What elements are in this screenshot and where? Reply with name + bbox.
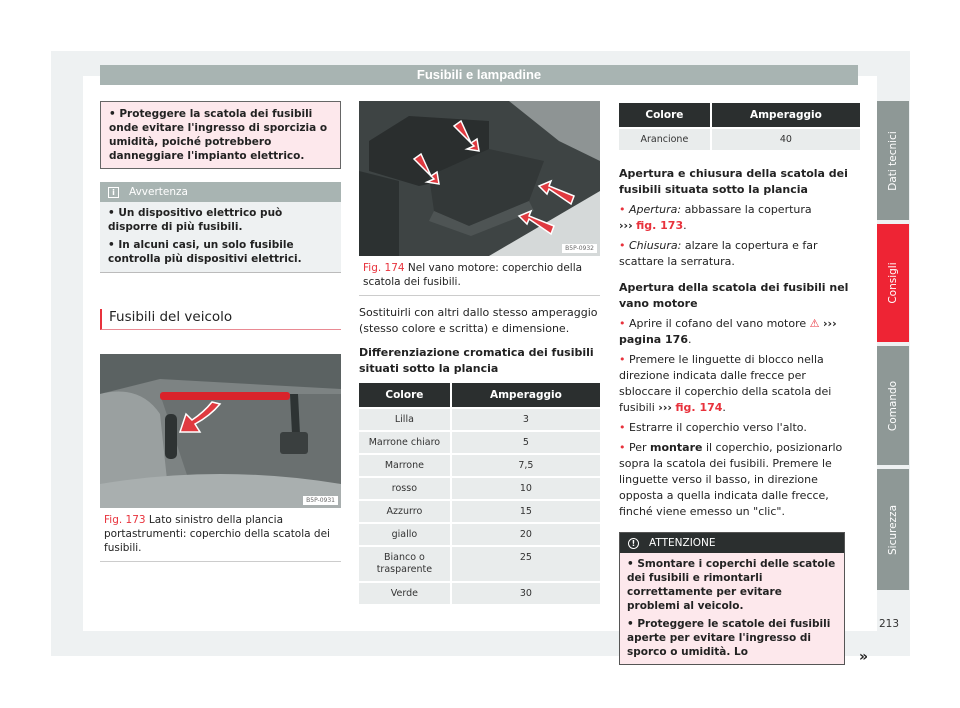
cell-color: rosso xyxy=(359,478,450,499)
step-4-pre: Per xyxy=(629,441,647,454)
bullet: • xyxy=(619,317,626,330)
step-4-bold: montare xyxy=(650,441,703,454)
cell-amp: 3 xyxy=(452,409,600,430)
avvertenza-header xyxy=(100,182,341,202)
attenzione-title: ATTENZIONE xyxy=(649,537,716,549)
ref-arrow-icon: ››› xyxy=(619,219,633,232)
cell-amp: 20 xyxy=(452,524,600,545)
label-apertura: Apertura: xyxy=(629,203,682,216)
attenzione-item: • Smontare i coperchi delle scatole dei fusibili e rimontarli correttamente per evitare problemi al veicolo. xyxy=(627,558,836,612)
side-tab-consigli[interactable] xyxy=(877,224,909,342)
cell-amp: 15 xyxy=(452,501,600,522)
side-tab-label: Dati tecnici xyxy=(887,130,899,191)
avvertenza-item: • In alcuni casi, un solo fusibile controlla più dispositivi elettrici. xyxy=(108,239,302,265)
cell-amp: 10 xyxy=(452,478,600,499)
table-row xyxy=(359,432,600,453)
cell-color: Lilla xyxy=(359,409,450,430)
column-middle xyxy=(359,101,600,606)
cell-color: Arancione xyxy=(619,129,710,150)
step-1: • Aprire il cofano del vano motore ⚠ ››› pagina 176. xyxy=(619,317,837,346)
column-right xyxy=(619,101,869,665)
bullet: • xyxy=(619,441,626,454)
step-4-text: il coperchio, posizionarlo sopra la scatola dei fusibili. Premere le linguette verso il basso, in direzione opposta a quella indicata dalle frecce, finché viene emesso un "clic". xyxy=(619,441,843,518)
table-row xyxy=(359,583,600,604)
step-apertura: • Apertura: abbassare la copertura ››› fig. 173. xyxy=(619,203,812,232)
cell-amp: 7,5 xyxy=(452,455,600,476)
bullet: • xyxy=(619,421,626,434)
avvertenza-title: Avvertenza xyxy=(129,186,188,198)
figure-code: B5P-0931 xyxy=(303,496,338,505)
cell-amp: 30 xyxy=(452,583,600,604)
attenzione-body xyxy=(620,553,844,664)
table-header-row xyxy=(619,103,860,127)
link-fig-174[interactable]: fig. 174 xyxy=(675,401,723,414)
figure-caption xyxy=(100,508,341,561)
side-tab-label: Comando xyxy=(887,380,899,431)
step-1-text: Aprire il cofano del vano motore xyxy=(629,317,807,330)
figure-caption-text: Lato sinistro della plancia portastrumenti: coperchio della scatola dei fusibili. xyxy=(104,514,330,554)
side-tab-sicurezza[interactable] xyxy=(877,469,909,590)
label-chiusura: Chiusura: xyxy=(629,239,682,252)
figure-caption-text: Nel vano motore: coperchio della scatola dei fusibili. xyxy=(363,262,583,288)
link-pagina-176[interactable]: pagina 176 xyxy=(619,333,688,346)
cell-color: giallo xyxy=(359,524,450,545)
figure-173 xyxy=(100,354,341,562)
cell-amp: 25 xyxy=(452,547,600,581)
continue-arrow-icon: » xyxy=(859,649,869,665)
figure-number: Fig. 174 xyxy=(363,262,405,274)
fuse-color-table xyxy=(357,381,602,606)
table-row xyxy=(359,547,600,581)
table-row xyxy=(359,501,600,522)
table-row xyxy=(619,129,860,150)
dashboard-illustration xyxy=(100,354,341,508)
info-icon: i xyxy=(108,187,119,198)
table-row xyxy=(359,455,600,476)
cell-amp: 5 xyxy=(452,432,600,453)
page-number: 213 xyxy=(879,618,900,630)
side-tab-dati-tecnici[interactable] xyxy=(877,101,909,220)
bullet: • xyxy=(619,203,626,216)
avvertenza-item: • Un dispositivo elettrico può disporre di più fusibili. xyxy=(108,207,283,233)
chapter-header: Fusibili e lampadine xyxy=(100,65,858,85)
table-title: Differenziazione cromatica dei fusibili situati sotto la plancia xyxy=(359,346,594,375)
table-header-row xyxy=(359,383,600,407)
warning-wrapper xyxy=(619,532,869,665)
figure-caption xyxy=(359,256,600,295)
cell-color: Marrone chiaro xyxy=(359,432,450,453)
column-left xyxy=(100,101,341,562)
dashboard-fusebox-image xyxy=(100,354,341,508)
ref-arrow-icon: ››› xyxy=(658,401,672,414)
header-colore: Colore xyxy=(359,383,450,407)
step-2: • Premere le linguette di blocco nella direzione indicata dalle frecce per sbloccare il coperchio della scatola dei fusibili ››› fig. 174. xyxy=(619,353,832,414)
side-tab-comando[interactable] xyxy=(877,346,909,465)
heading-open-engine: Apertura della scatola dei fusibili nel vano motore xyxy=(619,281,849,310)
table-row xyxy=(359,409,600,430)
heading-open-close-dash: Apertura e chiusura della scatola dei fusibili situata sotto la plancia xyxy=(619,167,848,196)
table-row xyxy=(359,478,600,499)
cell-amp: 40 xyxy=(712,129,860,150)
text-apertura: abbassare la copertura xyxy=(684,203,812,216)
header-colore: Colore xyxy=(619,103,710,127)
step-4 xyxy=(619,440,860,520)
step-3 xyxy=(619,420,860,436)
cell-color: Verde xyxy=(359,583,450,604)
side-tab-label: Sicurezza xyxy=(887,504,899,555)
section-title: Fusibili del veicolo xyxy=(100,309,341,330)
attenzione-item: • Proteggere le scatole dei fusibili aperte per evitare l'ingresso di sporco o umidità. Lo xyxy=(627,618,831,658)
engine-bay-illustration xyxy=(359,101,600,256)
figure-code: B5P-0932 xyxy=(562,244,597,253)
step-3-text: Estrarre il coperchio verso l'alto. xyxy=(629,421,807,434)
figure-number: Fig. 173 xyxy=(104,514,146,526)
cell-color: Azzurro xyxy=(359,501,450,522)
header-amperaggio: Amperaggio xyxy=(712,103,860,127)
side-tab-label: Consigli xyxy=(887,262,899,304)
header-amperaggio: Amperaggio xyxy=(452,383,600,407)
cell-color: Bianco o trasparente xyxy=(359,547,450,581)
warning-triangle-icon: ⚠ xyxy=(809,317,820,330)
table-row xyxy=(359,524,600,545)
figure-174 xyxy=(359,101,600,296)
avvertenza-body xyxy=(100,202,341,272)
step-2-text: Premere le linguette di blocco nella direzione indicata dalle frecce per sbloccare il coperchio della scatola dei fusibili xyxy=(619,353,832,414)
text-chiusura: alzare la copertura e far scattare la serratura. xyxy=(619,239,818,268)
attenzione-box xyxy=(619,532,845,665)
bullet: • xyxy=(619,353,626,366)
protect-note: • Proteggere la scatola dei fusibili onde evitare l'ingresso di sporcizia o umidità, poiché potrebbero danneggiare l'impianto elettrico. xyxy=(100,101,341,169)
attenzione-header xyxy=(620,533,844,553)
cell-color: Marrone xyxy=(359,455,450,476)
bullet: • xyxy=(619,239,626,252)
exclamation-circle-icon: ! xyxy=(628,538,639,549)
link-fig-173[interactable]: fig. 173 xyxy=(636,219,684,232)
step-chiusura xyxy=(619,238,860,270)
replace-paragraph: Sostituirli con altri dallo stesso amperaggio (stesso colore e scritta) e dimensione. xyxy=(359,306,598,335)
engine-fusebox-image xyxy=(359,101,600,256)
avvertenza-box xyxy=(100,182,341,273)
ref-arrow-icon: ››› xyxy=(823,317,837,330)
fuse-color-table-continued xyxy=(617,101,862,152)
